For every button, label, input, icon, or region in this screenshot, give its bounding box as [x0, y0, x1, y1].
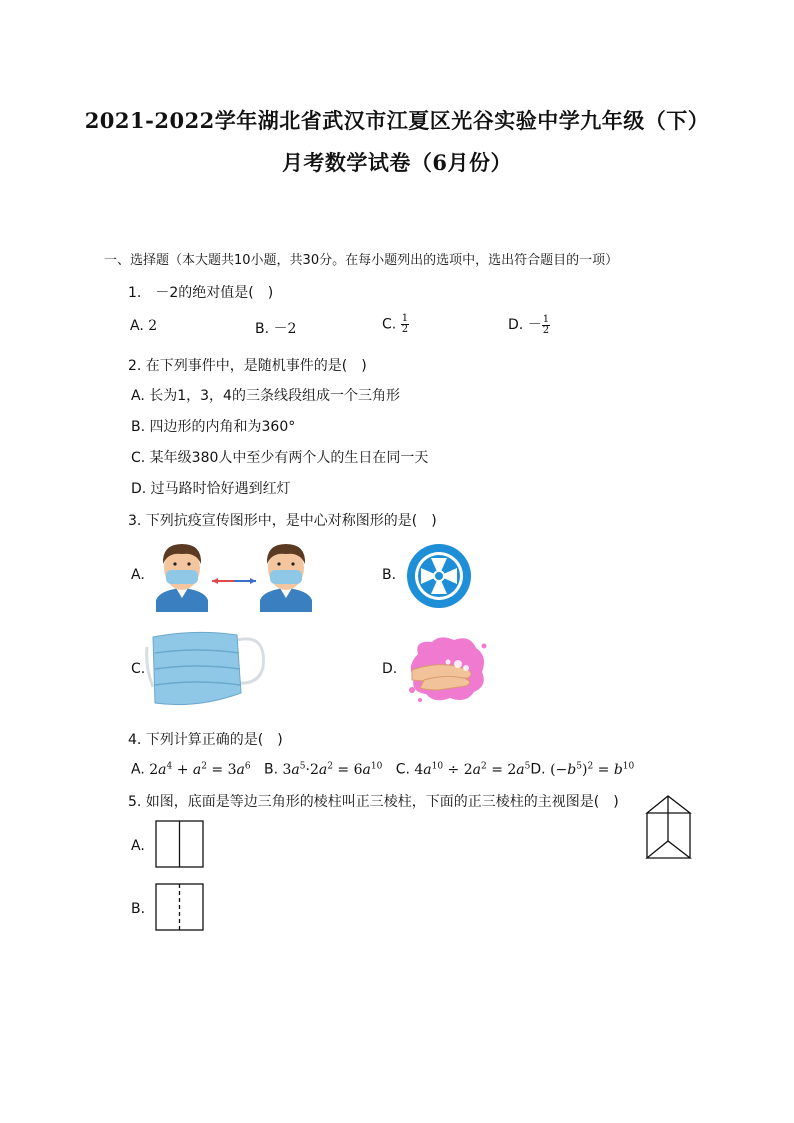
q4-stem: 4. 下列计算正确的是( ): [128, 732, 283, 748]
q4-option-d-expr: $(-b^5)^2 = b^{10}$: [550, 761, 635, 778]
q4-options: A. $2a^4 + a^2 = 3a^6$ B. $3a^5\cdot 2a^2 = 6a^{10}$ C. $4a^{10} \div 2a^2 = 2a^5D$. $(-b^5)^2 = b^{10}$: [131, 761, 635, 778]
q4-option-c-expr: $4a^{10} \div 2a^2 = 2a^5$: [414, 761, 531, 778]
q2-option-d: D. 过马路时恰好遇到红灯: [131, 481, 291, 497]
q1-option-a: A. 2: [130, 318, 158, 334]
page-title: 2021-2022学年湖北省武汉市江夏区光谷实验中学九年级（下）: [84, 108, 710, 133]
q4-option-b-expr: $3a^5\cdot 2a^2 = 6a^{10}$: [282, 761, 383, 778]
q3-option-b-label: B.: [382, 567, 397, 583]
fan-symbol-icon: [405, 542, 473, 610]
q2-option-b: B. 四边形的内角和为360°: [131, 419, 296, 435]
q5-option-a-label: A.: [131, 838, 145, 854]
q3-option-d-label: D.: [382, 661, 398, 677]
q5-option-b-label: B.: [131, 901, 146, 917]
q2-option-a: A. 长为1，3，4的三条线段组成一个三角形: [131, 388, 400, 404]
face-mask-image: [145, 627, 267, 709]
q1-option-b: B. －2: [255, 321, 297, 337]
q3-option-c-label: C.: [131, 661, 146, 677]
front-view-solid-line-figure: [155, 820, 205, 868]
q4-option-a-expr: $2a^4 + a^2 = 3a^6$: [149, 761, 251, 778]
fraction-one-half: $\frac{1}{2}$: [542, 313, 550, 336]
q1-option-c: C. $\frac{1}{2}$: [382, 313, 409, 335]
page-subtitle: 月考数学试卷（6月份）: [281, 150, 513, 175]
social-distance-image: [152, 538, 312, 612]
q2-option-c: C. 某年级380人中至少有两个人的生日在同一天: [131, 450, 429, 466]
section-header: 一、选择题（本大题共10小题，共30分。在每小题列出的选项中，选出符合题目的一项）: [104, 253, 619, 268]
q1-option-d: D. － $\frac{1}{2}$: [508, 313, 550, 336]
q3-option-a-label: A.: [131, 567, 145, 583]
q2-stem: 2. 在下列事件中，是随机事件的是( ): [128, 358, 367, 374]
hand-washing-icon: [404, 634, 488, 704]
fraction-one-half: $\frac{1}{2}$: [401, 313, 409, 335]
q5-stem: 5. 如图，底面是等边三角形的棱柱叫正三棱柱，下面的正三棱柱的主视图是( ): [128, 794, 619, 810]
triangular-prism-figure: [644, 793, 694, 863]
person-icon: [260, 544, 312, 612]
front-view-dashed-line-figure: [155, 883, 205, 931]
person-icon: [156, 544, 208, 612]
q3-stem: 3. 下列抗疫宣传图形中，是中心对称图形的是( ): [128, 513, 437, 529]
q1-stem: 1. －2的绝对值是( ): [128, 285, 274, 301]
